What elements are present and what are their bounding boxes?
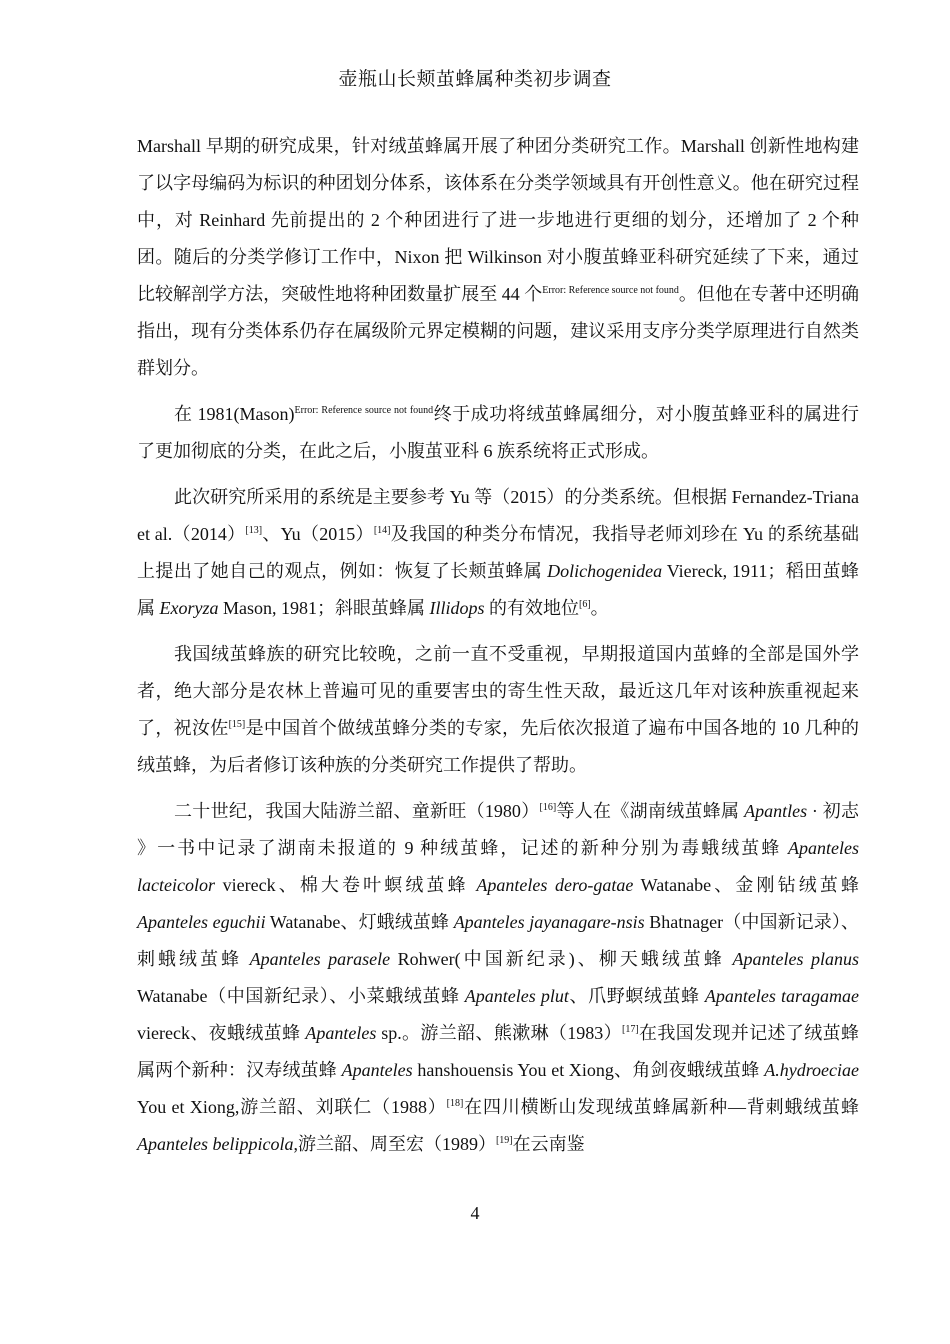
text-run: Bhatnager（中国新记录）、刺蛾绒茧蜂 <box>137 912 859 969</box>
species-name: Apanteles <box>305 1023 377 1043</box>
species-name: Apanteles eguchii <box>137 912 266 932</box>
species-name: Apanteles dero-gatae <box>476 875 634 895</box>
text-run: 二十世纪，我国大陆游兰韶、童新旺（1980） <box>174 801 540 821</box>
text-run: sp.。游兰韶、熊漱琳（1983） <box>376 1023 623 1043</box>
paragraph-5 <box>137 793 859 1163</box>
text-run: Rohwer(中国新纪录)、柳天蛾绒茧蜂 <box>390 949 733 969</box>
species-name: Apanteles plut <box>464 986 569 1006</box>
text-run: 等人在《湖南绒茧蜂属 <box>556 801 745 821</box>
text-run: 。但他在专著中还明确指出，现有分类体系仍存在属级阶元界定模糊的问题，建议采用支序分类学原理进行自然类群划分。 <box>137 284 860 378</box>
text-run: viereck、夜蛾绒茧蜂 <box>137 1023 306 1043</box>
species-name: Apanteles jayanagare-nsis <box>453 912 645 932</box>
species-name: A.hydroeciae <box>764 1060 859 1080</box>
text-run: 、Yu（2015） <box>262 524 374 544</box>
text-run: ,游兰韶、周至宏（1989） <box>293 1134 496 1154</box>
paragraph-4 <box>137 636 859 784</box>
text-run: hanshouensis You et Xiong、角剑夜蛾绒茧蜂 <box>412 1060 765 1080</box>
species-name: Dolichogenidea <box>547 561 663 581</box>
text-run: 。 <box>590 598 609 618</box>
text-run: 是中国首个做绒茧蜂分类的专家，先后依次报道了遍布中国各地的 10 几种的绒茧蜂，为后者修订该种族的分类研究工作提供了帮助。 <box>137 718 860 775</box>
text-run: Watanabe（中国新纪录）、小菜蛾绒茧蜂 <box>137 986 465 1006</box>
species-name: Apantles <box>744 801 808 821</box>
text-run: 在四川横断山发现绒茧蜂属新种—背刺蛾绒茧蜂 <box>463 1097 860 1117</box>
text-run: Viereck, 1911；稻田茧蜂属 <box>137 561 860 618</box>
citation-marker: [13] <box>245 525 263 536</box>
citation-marker: [6] <box>579 599 591 610</box>
text-run: 在我国发现并记述了绒茧蜂属两个新种：汉寿绒茧蜂 <box>137 1023 859 1080</box>
citation-marker: [17] <box>622 1024 639 1035</box>
paragraph-2 <box>137 396 859 470</box>
text-run: 此次研究所采用的系统是主要参考 Yu 等（2015）的分类系统。但根据 Fernandez-Triana et al.（2014） <box>137 487 859 544</box>
text-run: Watanabe、灯蛾绒茧蜂 <box>265 912 454 932</box>
citation-marker: [15] <box>228 719 246 730</box>
species-name: Apanteles lacteicolor <box>137 838 859 895</box>
species-name: Exoryza <box>159 598 219 618</box>
text-run: 终于成功将绒茧蜂属细分，对小腹茧蜂亚科的属进行了更加彻底的分类，在此之后，小腹茧亚科 6 族系统将正式形成。 <box>137 404 859 461</box>
text-run: · 初志 》一书中记录了湖南未报道的 9 种绒茧蜂，记述的新种分别为毒蛾绒茧蜂 <box>137 801 860 858</box>
species-name: Apanteles planus <box>732 949 859 969</box>
text-run: 及我国的种类分布情况，我指导老师刘珍在 Yu 的系统基础上提出了她自己的观点，例如：恢复了长颊茧蜂属 <box>137 524 859 581</box>
text-run: 我国绒茧蜂族的研究比较晚，之前一直不受重视，早期报道国内茧蜂的全部是国外学者，绝大部分是农林上普遍可见的重要害虫的寄生性天敌，最近这几年对该种族重视起来了，祝汝佐 <box>137 644 859 738</box>
species-name: Apanteles belippicola <box>137 1134 294 1154</box>
species-name: Apanteles <box>341 1060 413 1080</box>
species-name: Apanteles parasele <box>249 949 391 969</box>
text-run: 在 1981(Mason) <box>174 404 295 424</box>
document-body <box>137 128 859 1163</box>
running-header: 壶瓶山长颊茧蜂属种类初步调查 <box>338 69 612 90</box>
text-run: viereck、棉大卷叶螟绒茧蜂 <box>214 875 477 895</box>
page-number: 4 <box>470 1203 480 1223</box>
citation-marker: [19] <box>495 1135 513 1146</box>
text-run: 在云南鉴 <box>512 1134 585 1154</box>
text-run: Watanabe、金刚钻绒茧蜂 <box>633 875 860 895</box>
text-run: You et Xiong,游兰韶、刘联仁（1988） <box>137 1097 447 1117</box>
text-run: Marshall 早期的研究成果，针对绒茧蜂属开展了种团分类研究工作。Marshall 创新性地构建了以字母编码为标识的种团划分体系，该体系在分类学领域具有开创性意义。他在研究过程中，对 Reinhard 先前提出的 2 个种团进行了进一步地进行更细的划分，还增加了 2 个种团。随后的分类学修订工作中，Nixon 把 Wilkinson 对小腹茧蜂亚科研究延续了下来，通过比较解剖学方法，突破性地将种团数量扩展至 44 个 <box>137 136 859 304</box>
text-run: 、爪野螟绒茧蜂 <box>568 986 705 1006</box>
paragraph-3 <box>137 479 859 627</box>
citation-marker: [18] <box>446 1098 464 1109</box>
citation-marker: [14] <box>373 525 391 536</box>
text-run: Mason, 1981；斜眼茧蜂属 <box>218 598 430 618</box>
citation-marker: [16] <box>539 802 557 813</box>
citation-marker: Error: Reference source not found <box>542 285 679 296</box>
species-name: Illidops <box>429 598 485 618</box>
species-name: Apanteles taragamae <box>704 986 860 1006</box>
text-run: 的有效地位 <box>484 598 579 618</box>
citation-marker: Error: Reference source not found <box>294 405 434 416</box>
paragraph-1 <box>137 128 859 387</box>
